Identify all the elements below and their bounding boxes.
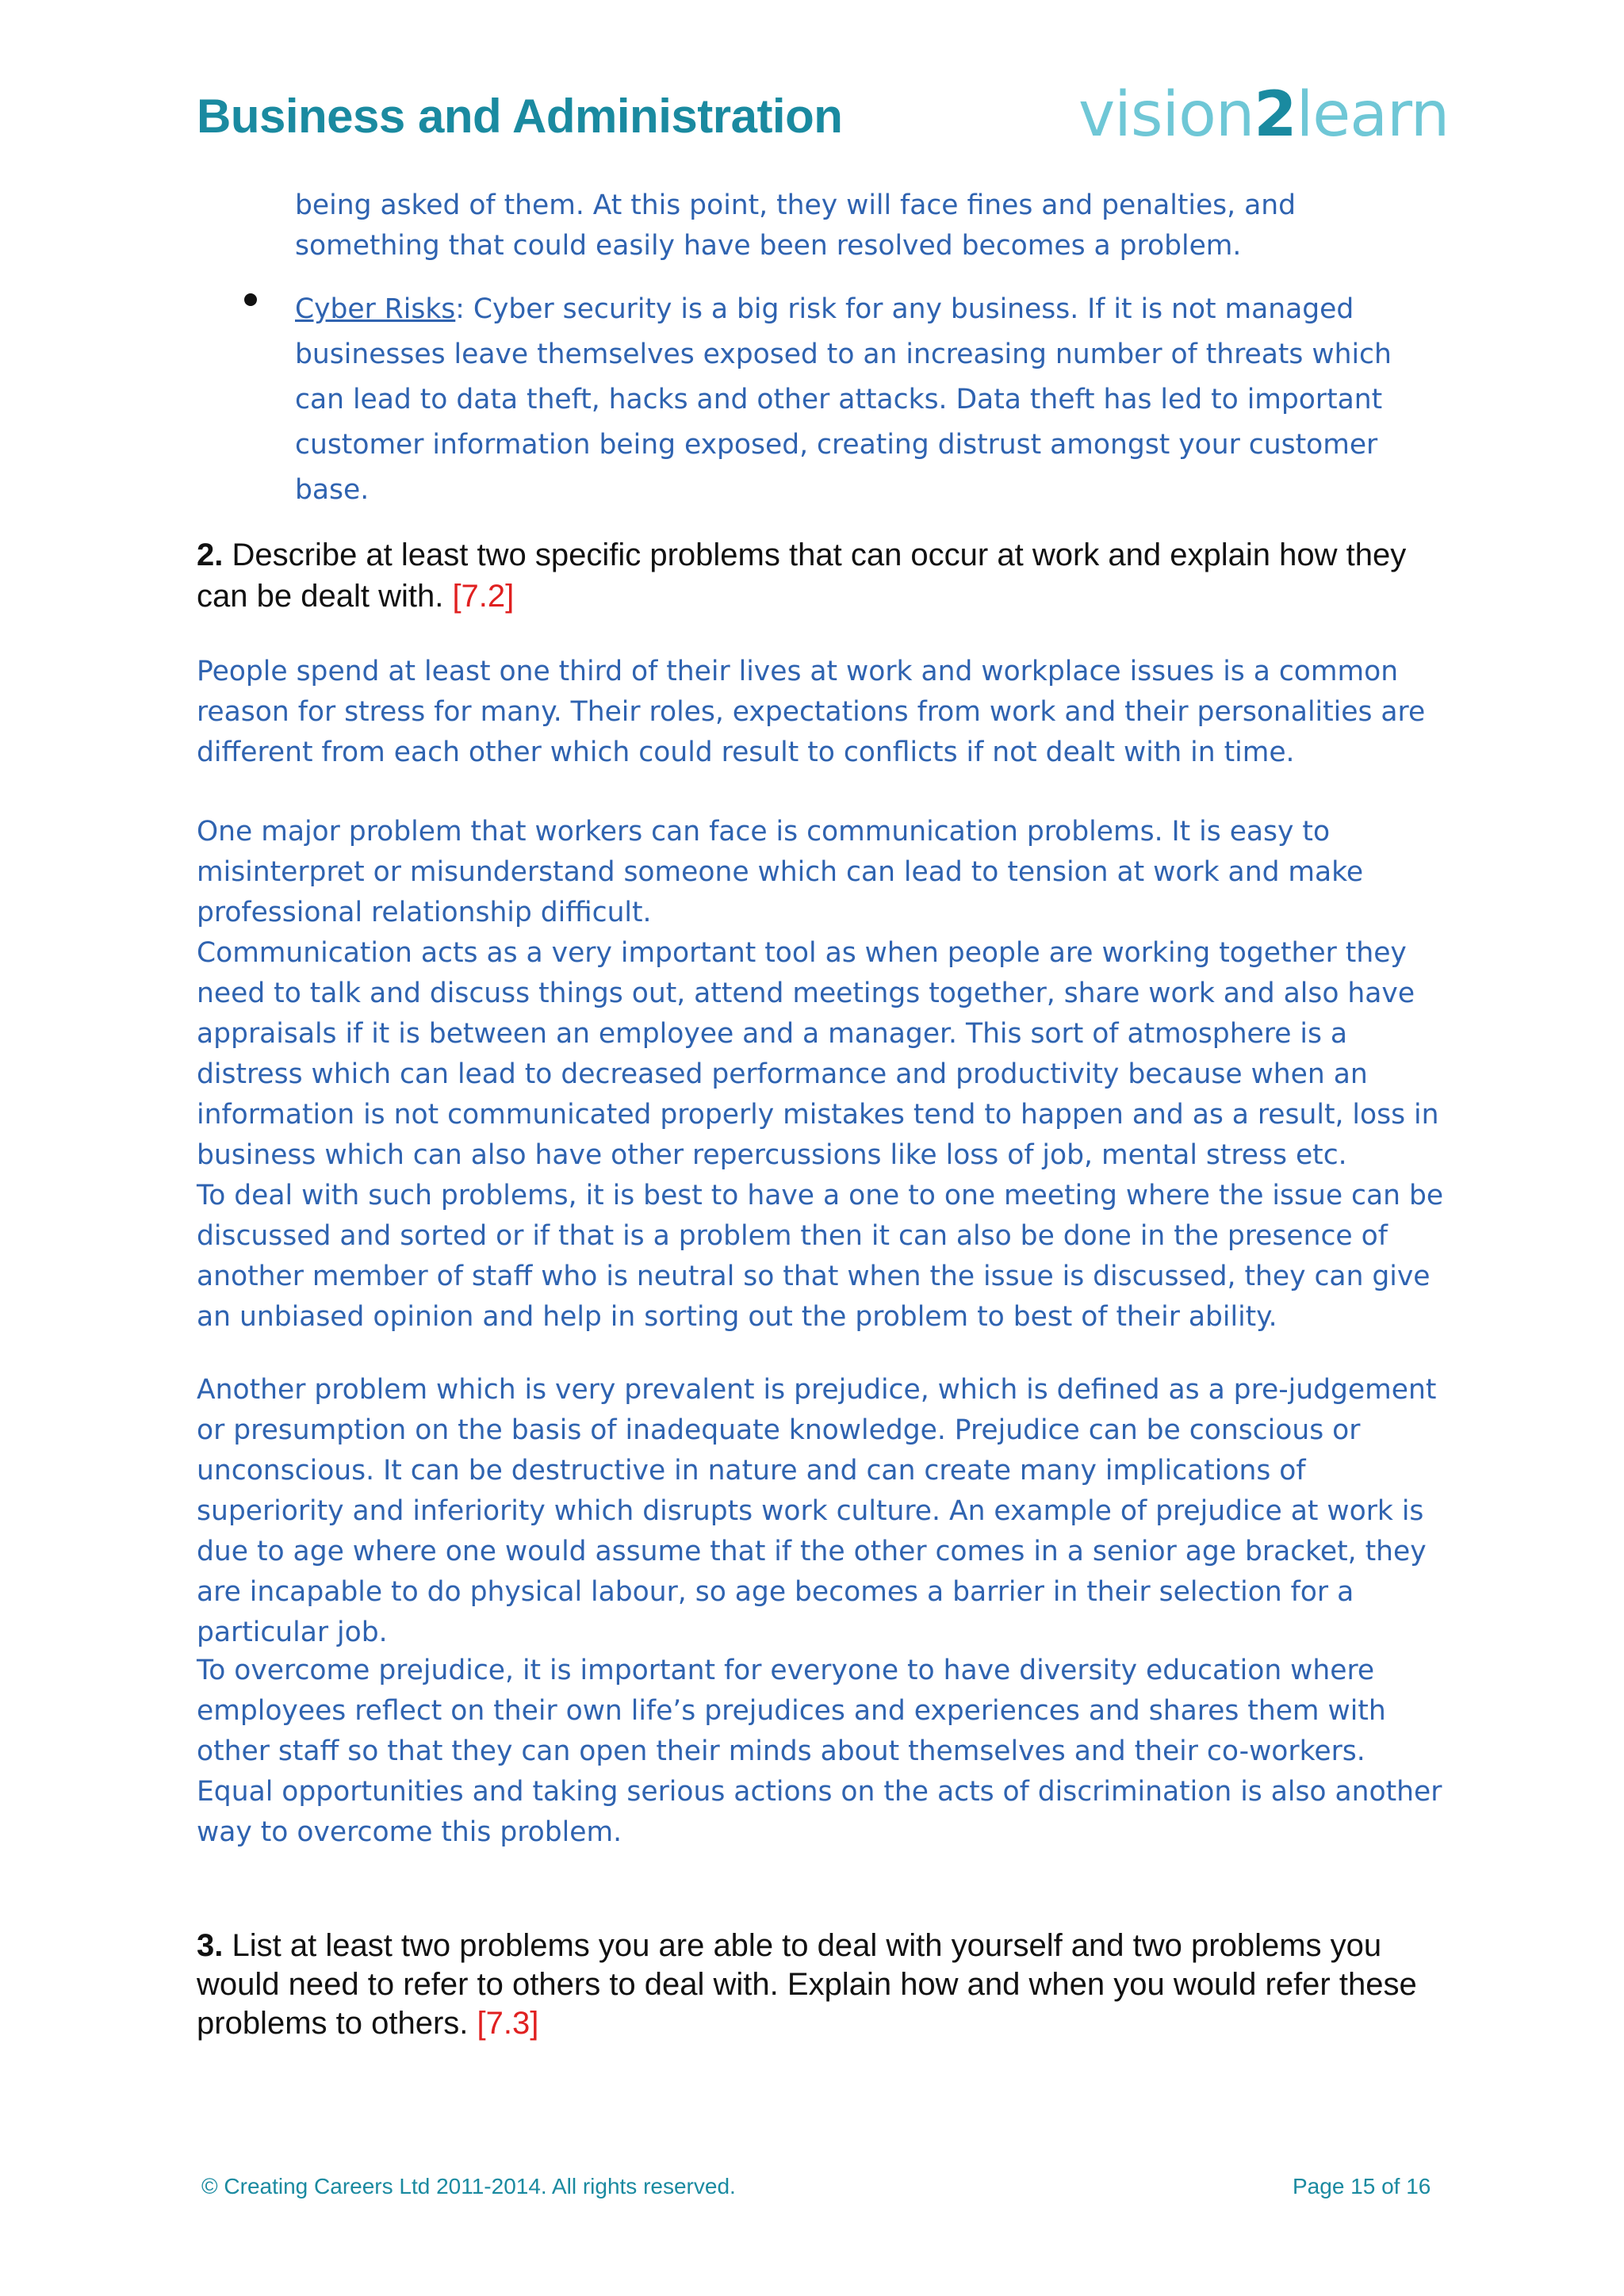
page-title: Business and Administration xyxy=(197,90,843,143)
bullet-item-cyber-risks xyxy=(295,287,1437,513)
question-reference: [7.2] xyxy=(452,579,515,614)
cyber-risks-link: Cyber Risks xyxy=(295,293,456,325)
question-text: Describe at least two specific problems that can occur at work and explain how they can be dealt with. xyxy=(197,538,1407,614)
answer-paragraph-prejudice: Another problem which is very prevalent is prejudice, which is defined as a pre-judgement or presumption on the basis of inadequate knowledge. Prejudice can be conscious or unconscious. It can be destructive in nature and can create many implications of superiority and inferiority which disrupts work culture. An example of prejudice at work is due to age where one would assume that if the other comes in a senior age bracket, they are incapable to do physical labour, so age becomes a barrier in their selection for a particular job. xyxy=(197,1374,1437,1648)
answer-paragraph-1: People spend at least one third of their lives at work and workplace issues is a common reason for stress for many. Their roles, expectations from work and their personalities are different from each other which could result to conflicts if not dealt with in time. xyxy=(197,656,1426,768)
question-number: 3. xyxy=(197,1928,224,1963)
question-text: List at least two problems you are able to deal with yourself and two problems you would need to refer to others to deal with. Explain how and when you would refer these problems to others. xyxy=(197,1928,1417,2041)
communication-solution-text: To deal with such problems, it is best to have a one to one meeting where the issue can be discussed and sorted or if that is a problem then it can also be done in the presence of another member of staff who is neutral so that when the issue is discussed, they can give an unbiased opinion and help in sorting out the problem to best of their ability. xyxy=(197,1180,1444,1333)
logo-number: 2 xyxy=(1254,79,1297,151)
footer-page-number: Page 15 of 16 xyxy=(1293,2174,1431,2198)
answer-paragraph-overcome-prejudice: To overcome prejudice, it is important for everyone to have diversity education where employees reflect on their own life’s prejudices and experiences and shares them with other staff so that they can open their minds about themselves and their co-workers. Equal opportunities and taking serious actions on the acts of discrimination is also another way to overcome this problem. xyxy=(197,1655,1442,1848)
bullet-body: : Cyber security is a big risk for any business. If it is not managed businesses leave themselves exposed to an increasing number of threats which can lead to data theft, hacks and other attacks. Data theft has led to important customer information being exposed, creating distrust amongst your customer base. xyxy=(295,293,1392,506)
logo-prefix: vision xyxy=(1078,79,1254,151)
footer-copyright: © Creating Careers Ltd 2011-2014. All rights reserved. xyxy=(201,2174,736,2198)
answer-paragraph-communication xyxy=(197,812,1450,1337)
question-number: 2. xyxy=(197,538,224,572)
logo-suffix: learn xyxy=(1296,79,1450,151)
question-3 xyxy=(197,1927,1450,2043)
question-reference: [7.3] xyxy=(477,2006,539,2041)
continuation-paragraph: being asked of them. At this point, they will face fines and penalties, and something that could easily have been resolved becomes a problem. xyxy=(295,189,1296,262)
vision2learn-logo xyxy=(1078,79,1449,151)
communication-tool-text: Communication acts as a very important tool as when people are working together they need to talk and discuss things out, attend meetings together, share work and also have appraisals if it is between an employee and a manager. This sort of atmosphere is a distress which can lead to decreased performance and productivity because when an information is not communicated properly mistakes tend to happen and as a result, loss in business which can also have other repercussions like loss of job, mental stress etc. xyxy=(197,937,1439,1171)
communication-problem-text: One major problem that workers can face is communication problems. It is easy to misinterpret or misunderstand someone which can lead to tension at work and make professional relationship difficult. xyxy=(197,816,1364,928)
question-2 xyxy=(197,534,1450,617)
bullet-dot-icon xyxy=(244,293,257,306)
